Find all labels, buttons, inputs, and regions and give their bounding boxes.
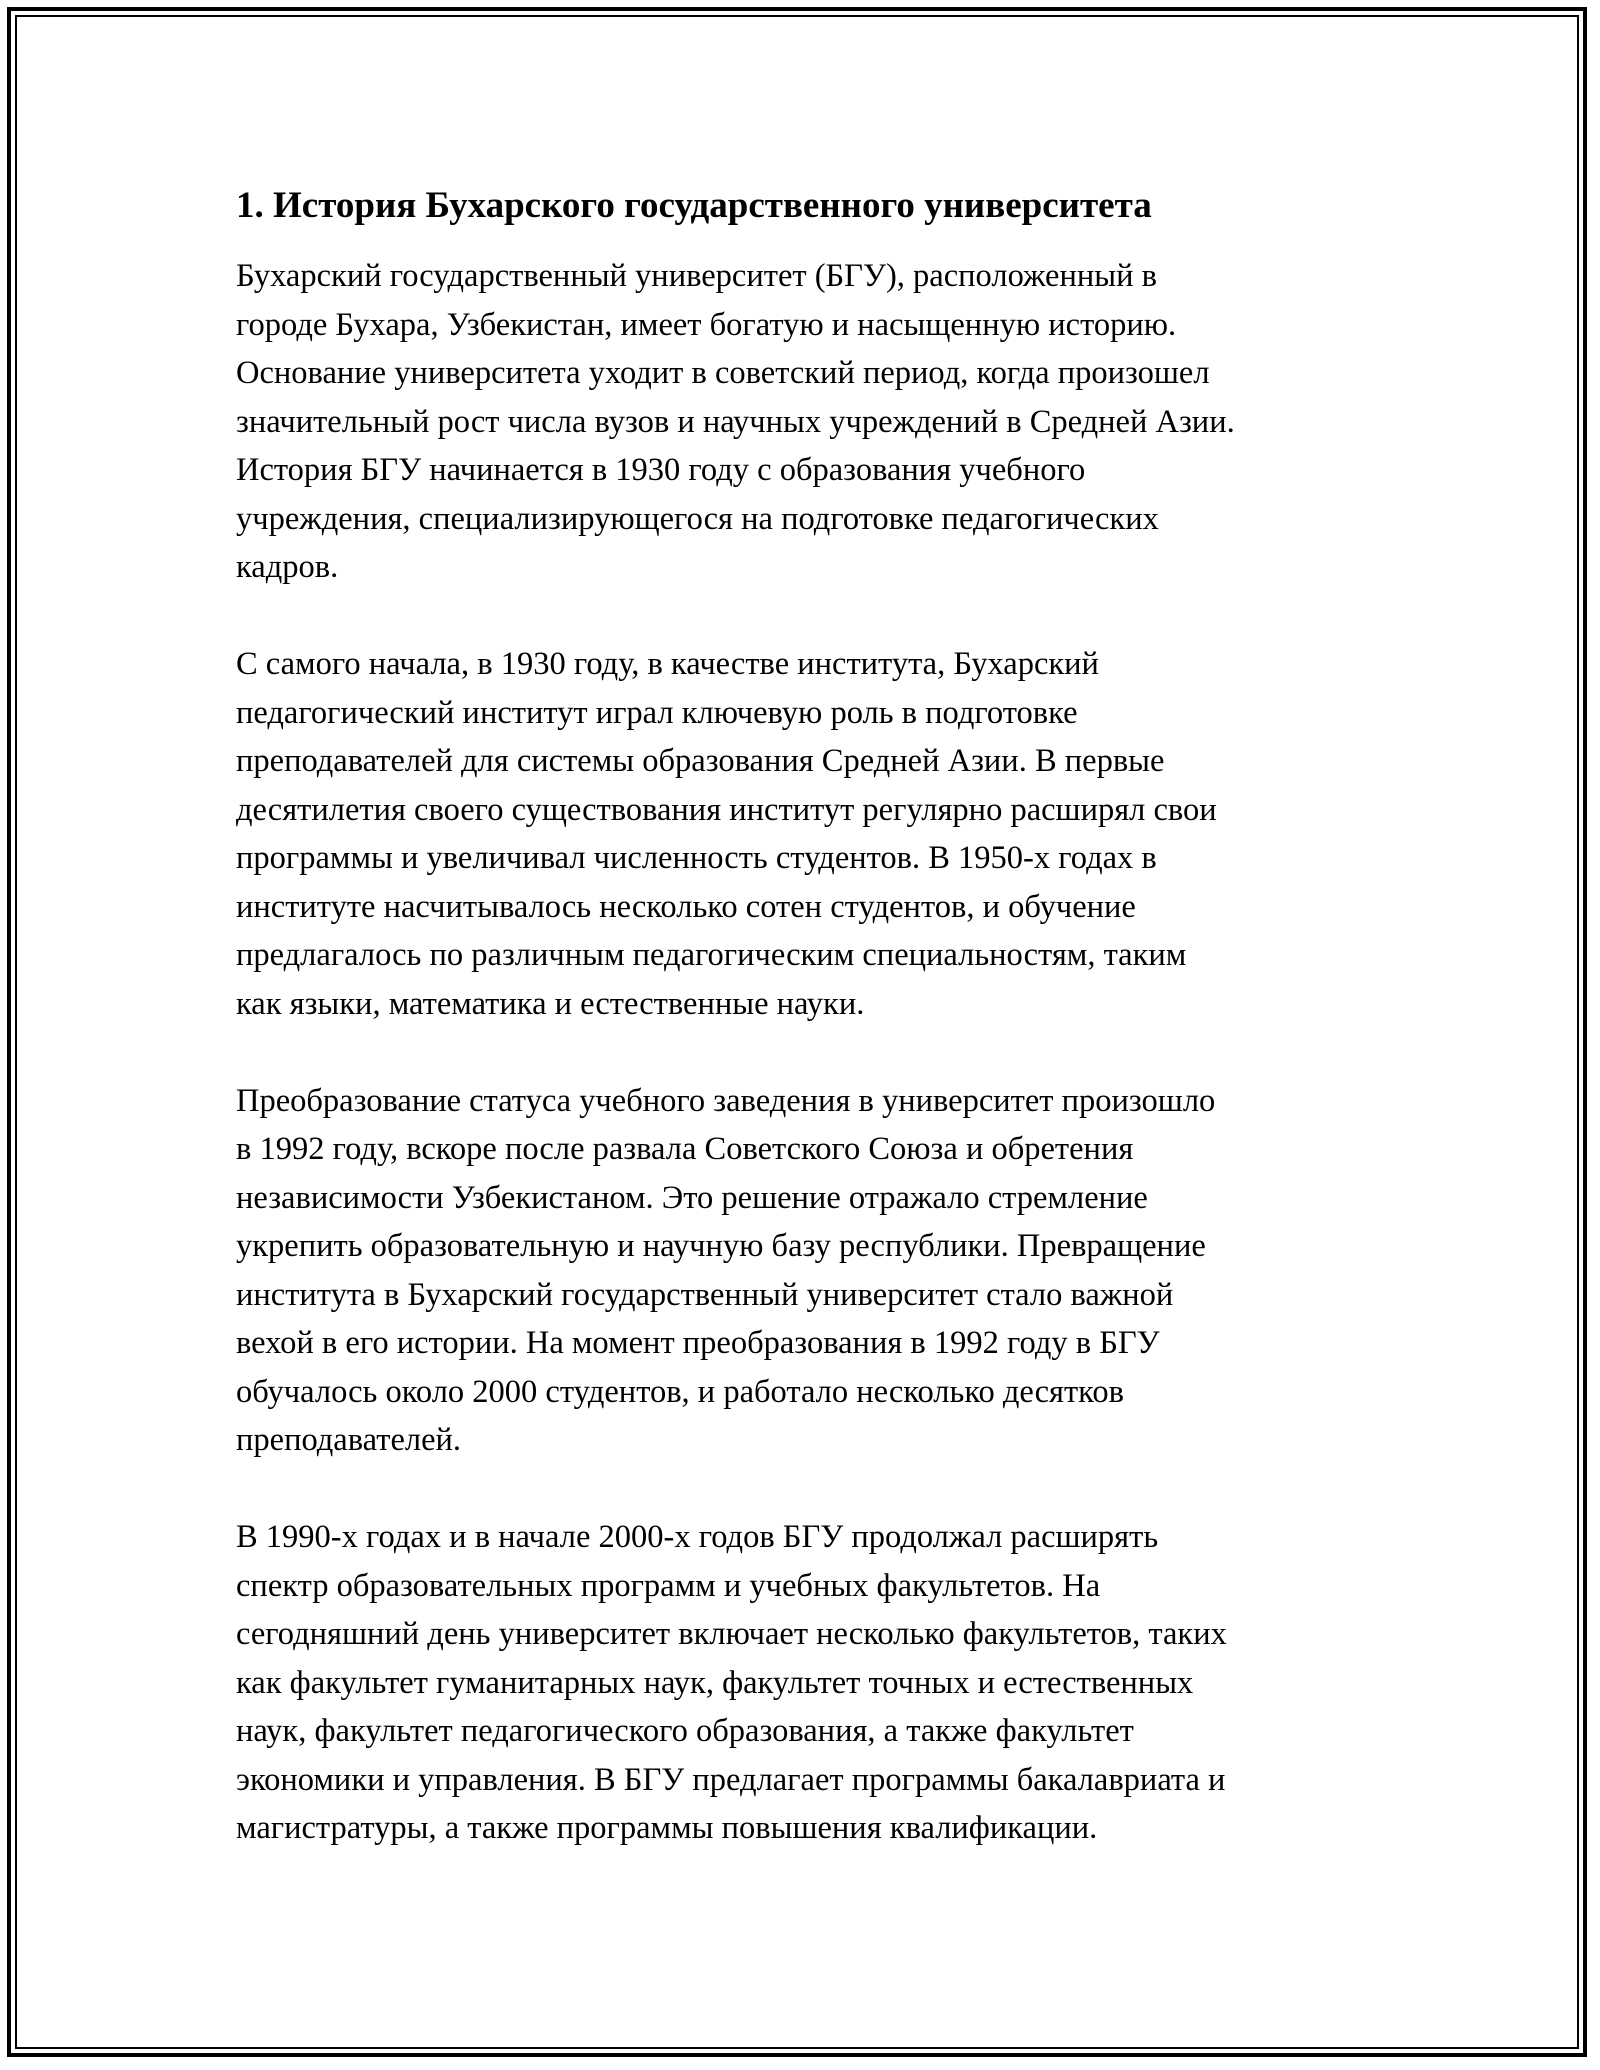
paragraph-4 xyxy=(236,1513,1386,1853)
paragraph-3 xyxy=(236,1077,1386,1465)
text-line: программы и увеличивал численность студентов. В 1950-х годах в xyxy=(236,840,1157,876)
section-heading: 1. История Бухарского государственного университета xyxy=(236,185,1152,226)
text-line: десятилетия своего существования институт регулярно расширял свои xyxy=(236,791,1217,828)
text-line: экономики и управления. В БГУ предлагает программы бакалавриата и xyxy=(236,1761,1226,1798)
text-line: Преобразование статуса учебного заведения в университет произошло xyxy=(236,1082,1216,1119)
text-line: наук, факультет педагогического образования, а также факультет xyxy=(236,1713,1134,1749)
paragraph-2 xyxy=(236,640,1386,1028)
text-line: института в Бухарский государственный университет стало важной xyxy=(236,1276,1174,1313)
text-line: городе Бухара, Узбекистан, имеет богатую и насыщенную историю. xyxy=(236,306,1177,343)
text-line: обучалось около 2000 студентов, и работало несколько десятков xyxy=(236,1373,1124,1410)
text-line: магистратуры, а также программы повышения квалификации. xyxy=(236,1810,1098,1846)
text-line: Основание университета уходит в советский период, когда произошел xyxy=(236,355,1210,391)
text-line: сегодняшний день университет включает несколько факультетов, таких xyxy=(236,1616,1227,1652)
text-line: как языки, математика и естественные науки. xyxy=(236,985,865,1022)
text-line: в 1992 году, вскоре после развала Советского Союза и обретения xyxy=(236,1131,1134,1167)
text-line: История БГУ начинается в 1930 году с образования учебного xyxy=(236,452,1086,488)
text-line: педагогический институт играл ключевую роль в подготовке xyxy=(236,694,1078,731)
text-line: В 1990-х годах и в начале 2000-х годов БГУ продолжал расширять xyxy=(236,1519,1159,1555)
text-line: Бухарский государственный университет (БГУ), расположенный в xyxy=(236,258,1157,294)
text-line: вехой в его истории. На момент преобразования в 1992 году в БГУ xyxy=(236,1325,1160,1361)
text-line: укрепить образовательную и научную базу республики. Превращение xyxy=(236,1228,1206,1264)
text-line: независимости Узбекистаном. Это решение отражало стремление xyxy=(236,1179,1148,1216)
document-body xyxy=(236,182,1386,1901)
text-line: преподавателей для системы образования Средней Азии. В первые xyxy=(236,743,1165,779)
text-line: как факультет гуманитарных наук, факультет точных и естественных xyxy=(236,1664,1194,1701)
text-line: значительный рост числа вузов и научных учреждений в Средней Азии. xyxy=(236,403,1235,440)
text-line: кадров. xyxy=(236,549,339,585)
text-line: институте насчитывалось несколько сотен студентов, и обучение xyxy=(236,888,1136,925)
text-line: учреждения, специализирующегося на подготовке педагогических xyxy=(236,500,1159,537)
text-line: преподавателей. xyxy=(236,1422,462,1458)
text-line: предлагалось по различным педагогическим специальностям, таким xyxy=(236,937,1187,973)
text-line: спектр образовательных программ и учебных факультетов. На xyxy=(236,1567,1101,1604)
paragraph-1 xyxy=(236,252,1386,592)
text-line: С самого начала, в 1930 году, в качестве института, Бухарский xyxy=(236,646,1099,682)
